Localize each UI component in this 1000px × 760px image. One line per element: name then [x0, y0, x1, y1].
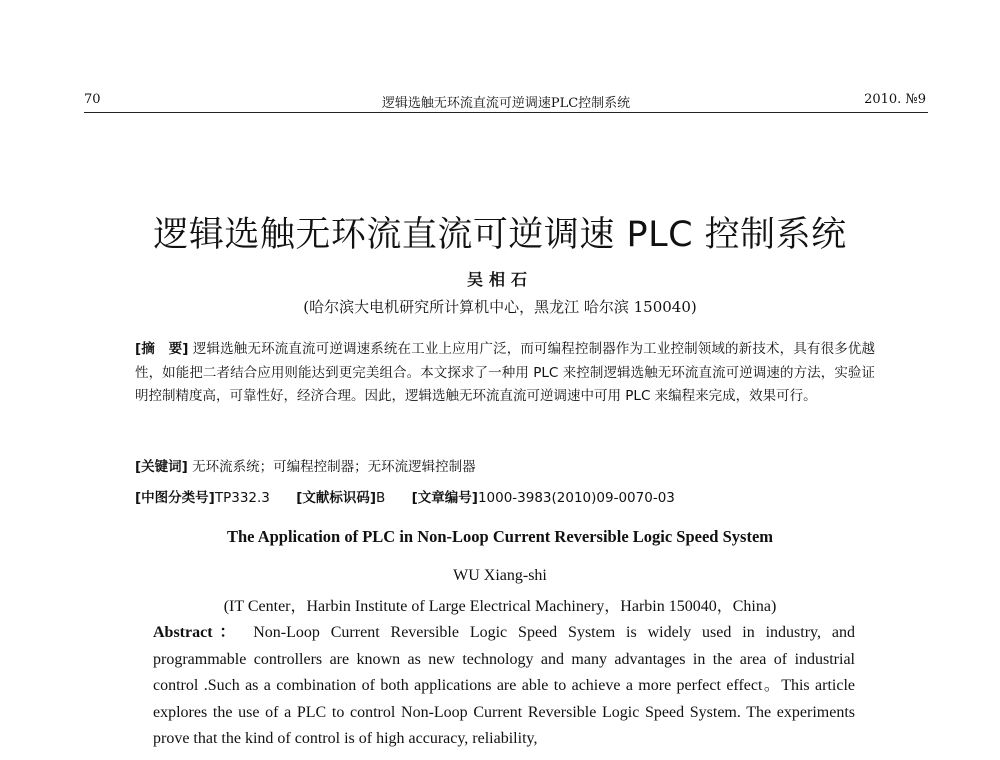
page-number: 70: [84, 92, 101, 107]
english-title: The Application of PLC in Non-Loop Current Reversible Logic Speed System: [226, 527, 774, 546]
author-name: 吴相石: [466, 270, 533, 289]
english-affiliation: (IT Center，Harbin Institute of Large Electrical Machinery，Harbin 150040，China): [223, 598, 777, 615]
keywords-text: 无环流系统；可编程控制器；无环流逻辑控制器: [192, 459, 476, 475]
abstract-cn-text: 逻辑选触无环流直流可逆调速系统在工业上应用广泛，而可编程控制器作为工业控制领域的新技术，具有很多优越性，如能把二者结合应用则能达到更完美组合。本文探求了一种用 PLC 来控制逻辑选触无环流直流可逆调速的方法，实验证明控制精度高，可靠性好，经济合理。因此，逻辑选触无环流直流可逆调速中可用 PLC 来编程来完成，效果可行。: [135, 341, 876, 404]
article-id-value: 1000-3983(2010)09-0070-03: [477, 490, 675, 506]
clc-label: [中图分类号]: [135, 490, 215, 506]
abstract-cn-label: [摘 要]: [135, 341, 189, 357]
doc-code-label: [文献标识码]: [296, 490, 377, 506]
abstract-cn: [135, 338, 875, 409]
article-id-label: [文章编号]: [411, 490, 478, 506]
english-author: WU Xiang-shi: [453, 567, 547, 584]
abstract-en-label: Abstract：: [153, 624, 243, 641]
keywords-label: [关键词]: [135, 459, 188, 475]
keywords: [135, 455, 875, 475]
abstract-en-text: Non-Loop Current Reversible Logic Speed System is widely used in industry, and programmable controllers are known as new technology and many advantages in the area of industrial control .Such as a combination of both applications are able to achieve a more perfect effect。This article explores the use of a PLC to control Non-Loop Current Reversible Logic Speed System. The experiments prove that the kind of control is of high accuracy, reliability,: [153, 624, 855, 747]
classification: [135, 486, 875, 506]
doc-code-value: B: [376, 490, 386, 506]
abstract-en: [153, 620, 855, 753]
paper-title: 逻辑选触无环流直流可逆调速 PLC 控制系统: [153, 215, 847, 255]
running-header: [84, 90, 928, 113]
running-title: 逻辑选触无环流直流可逆调速PLC控制系统: [381, 96, 631, 111]
author-affiliation: (哈尔滨大电机研究所计算机中心，黑龙江 哈尔滨 150040): [303, 298, 697, 316]
clc-value: TP332.3: [214, 490, 270, 506]
issue-number: 2010. №9: [864, 92, 926, 107]
